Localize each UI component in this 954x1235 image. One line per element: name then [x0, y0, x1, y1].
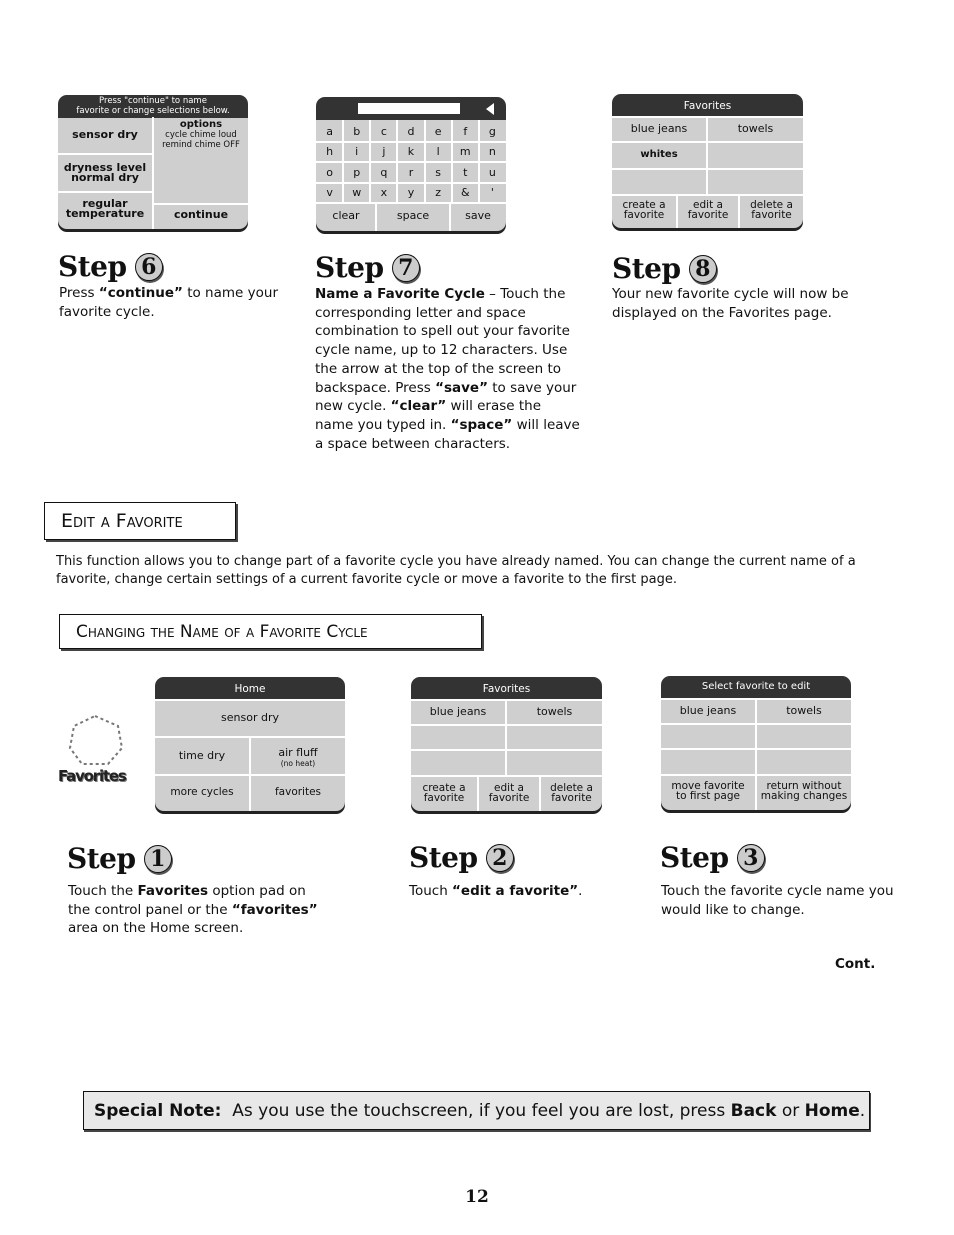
favorites-button[interactable]: favorites	[274, 785, 322, 798]
delete-favorite-button[interactable]: delete a favorite	[550, 782, 593, 804]
key-2-2[interactable]: q	[380, 165, 388, 179]
create-favorite-button[interactable]: create a favorite	[622, 199, 666, 221]
screen-header: Home	[155, 677, 345, 699]
edit-favorite-button[interactable]: edit a favorite	[687, 199, 729, 221]
key-3-6[interactable]: '	[490, 186, 494, 200]
key-1-6[interactable]: n	[488, 145, 496, 159]
key-0-4[interactable]: e	[434, 124, 442, 138]
continued-label: Cont.	[835, 956, 876, 972]
key-3-1[interactable]: w	[352, 186, 362, 200]
special-note-box: Special Note: As you use the touchscreen, if you feel you are lost, press Back or Home .	[83, 1091, 870, 1130]
step-number: 8	[689, 255, 717, 283]
edit-favorite-button[interactable]: edit a favorite	[488, 782, 530, 804]
step2-text: Touch “edit a favorite”.	[409, 883, 583, 899]
screen-header: Favorites	[612, 94, 803, 116]
sensor-dry-button[interactable]: sensor dry	[72, 128, 138, 141]
move-to-first-page-button[interactable]: move favorite to first page	[671, 780, 745, 802]
key-3-4[interactable]: z	[435, 186, 442, 200]
key-2-6[interactable]: u	[488, 165, 496, 179]
edit-favorite-description: This function allows you to change part of a favorite cycle you have already named. You can change the current name of a favorite, change certain settings of a current favorite cycle or move a favorite to the first page.	[56, 554, 856, 587]
step7-heading	[315, 251, 420, 284]
key-0-6[interactable]: g	[488, 124, 496, 138]
step-number: 7	[392, 254, 420, 282]
step6-text: Press “continue” to name your favorite cycle.	[59, 285, 278, 320]
key-2-0[interactable]: o	[326, 165, 333, 179]
screen-header: Select favorite to edit	[661, 676, 851, 698]
step2-heading	[409, 841, 514, 874]
key-2-3[interactable]: r	[408, 165, 414, 179]
dryness-level-button[interactable]: dryness level normal dry	[63, 161, 147, 184]
blue-jeans-button[interactable]: blue jeans	[630, 122, 688, 135]
air-fluff-label: air fluff	[278, 746, 318, 759]
key-1-5[interactable]: m	[459, 145, 471, 159]
key-1-2[interactable]: j	[382, 145, 386, 159]
screen-header	[316, 97, 506, 120]
step-label: Step	[315, 251, 384, 284]
step8-heading	[612, 252, 717, 285]
return-without-changes-button[interactable]: return without making changes	[760, 780, 848, 802]
step-number: 6	[135, 253, 163, 281]
delete-favorite-button[interactable]: delete a favorite	[750, 199, 793, 221]
key-1-1[interactable]: i	[355, 145, 359, 159]
changing-name-section-title: Changing the Name of a Favorite Cycle	[59, 614, 482, 649]
favorites-option-pad[interactable]	[56, 712, 138, 790]
screen-step7-keyboard	[316, 97, 506, 231]
step7-text: Name a Favorite Cycle – Touch the corresponding letter and space combination to spell out your favorite cycle name, up to 12 characters. Use the arrow at the top of the screen to backspace. Press “save” to save your new cycle. “clear” will erase the name you typed in. “space” will leave a space between characters.	[315, 286, 580, 452]
step1-heading	[67, 842, 172, 875]
favorites-pad-label: Favorites	[58, 767, 126, 785]
screen-header: Favorites	[411, 677, 602, 699]
name-entry-field[interactable]	[358, 103, 460, 114]
step-label: Step	[67, 842, 136, 875]
edit-favorite-section-title: Edit a Favorite	[44, 502, 236, 540]
screen-step1-home	[155, 677, 345, 811]
step-number: 1	[144, 845, 172, 873]
key-0-5[interactable]: f	[463, 124, 468, 138]
key-1-0[interactable]: h	[326, 145, 334, 159]
air-fluff-button[interactable]	[251, 738, 345, 773]
key-3-5[interactable]: &	[460, 186, 470, 200]
step-label: Step	[612, 252, 681, 285]
key-0-0[interactable]: a	[326, 124, 333, 138]
no-heat-label: (no heat)	[280, 759, 316, 768]
step8-text: Your new favorite cycle will now be displayed on the Favorites page.	[612, 286, 849, 321]
options-lines: cycle chime loud remind chime OFF	[162, 130, 240, 150]
key-3-3[interactable]: y	[407, 186, 415, 200]
blue-jeans-button[interactable]: blue jeans	[429, 705, 487, 718]
time-dry-button[interactable]: time dry	[178, 748, 226, 762]
key-0-2[interactable]: c	[380, 124, 387, 138]
screen-step3-select-favorite	[661, 676, 851, 810]
screen-header: Press "continue" to name favorite or change selections below.	[58, 95, 248, 118]
options-panel[interactable]	[154, 119, 248, 199]
key-0-3[interactable]: d	[407, 124, 415, 138]
create-favorite-button[interactable]: create a favorite	[422, 782, 466, 804]
whites-button[interactable]: whites	[640, 149, 678, 160]
step1-text: Touch the Favorites option pad on the control panel or the “favorites” area on the Home screen.	[68, 883, 318, 937]
screen-step2-favorites	[411, 677, 602, 811]
step-label: Step	[58, 250, 127, 283]
key-1-4[interactable]: l	[436, 145, 440, 159]
key-2-1[interactable]: p	[353, 165, 361, 179]
sensor-dry-button[interactable]: sensor dry	[221, 711, 279, 724]
special-note-label: Special Note:	[94, 1100, 222, 1121]
screen-step8	[612, 94, 803, 228]
favorites-pad-icon	[56, 712, 138, 768]
towels-button[interactable]: towels	[536, 705, 573, 718]
space-button[interactable]: space	[396, 209, 430, 222]
clear-button[interactable]: clear	[332, 209, 360, 222]
key-1-3[interactable]: k	[407, 145, 415, 159]
screen-step6	[58, 95, 248, 229]
key-2-4[interactable]: s	[435, 165, 441, 179]
continue-button[interactable]: continue	[173, 208, 229, 221]
key-3-2[interactable]: x	[380, 186, 388, 200]
step3-text: Touch the favorite cycle name you would like to change.	[661, 883, 894, 918]
key-3-0[interactable]: v	[326, 186, 333, 200]
options-title: options	[179, 119, 223, 130]
more-cycles-button[interactable]: more cycles	[170, 785, 234, 798]
step-label: Step	[660, 841, 729, 874]
key-0-1[interactable]: b	[353, 124, 361, 138]
blue-jeans-button[interactable]: blue jeans	[679, 704, 737, 717]
key-2-5[interactable]: t	[463, 165, 468, 179]
towels-button[interactable]: towels	[786, 704, 822, 717]
towels-button[interactable]: towels	[737, 122, 774, 135]
step-number: 2	[486, 844, 514, 872]
backspace-arrow-icon[interactable]	[486, 103, 494, 115]
step6-heading	[58, 250, 163, 283]
step-number: 3	[737, 844, 765, 872]
page-number: 12	[465, 1187, 489, 1207]
step3-heading	[660, 841, 765, 874]
save-button[interactable]: save	[465, 209, 491, 222]
regular-temperature-button[interactable]: regular temperature	[65, 197, 145, 220]
step-label: Step	[409, 841, 478, 874]
